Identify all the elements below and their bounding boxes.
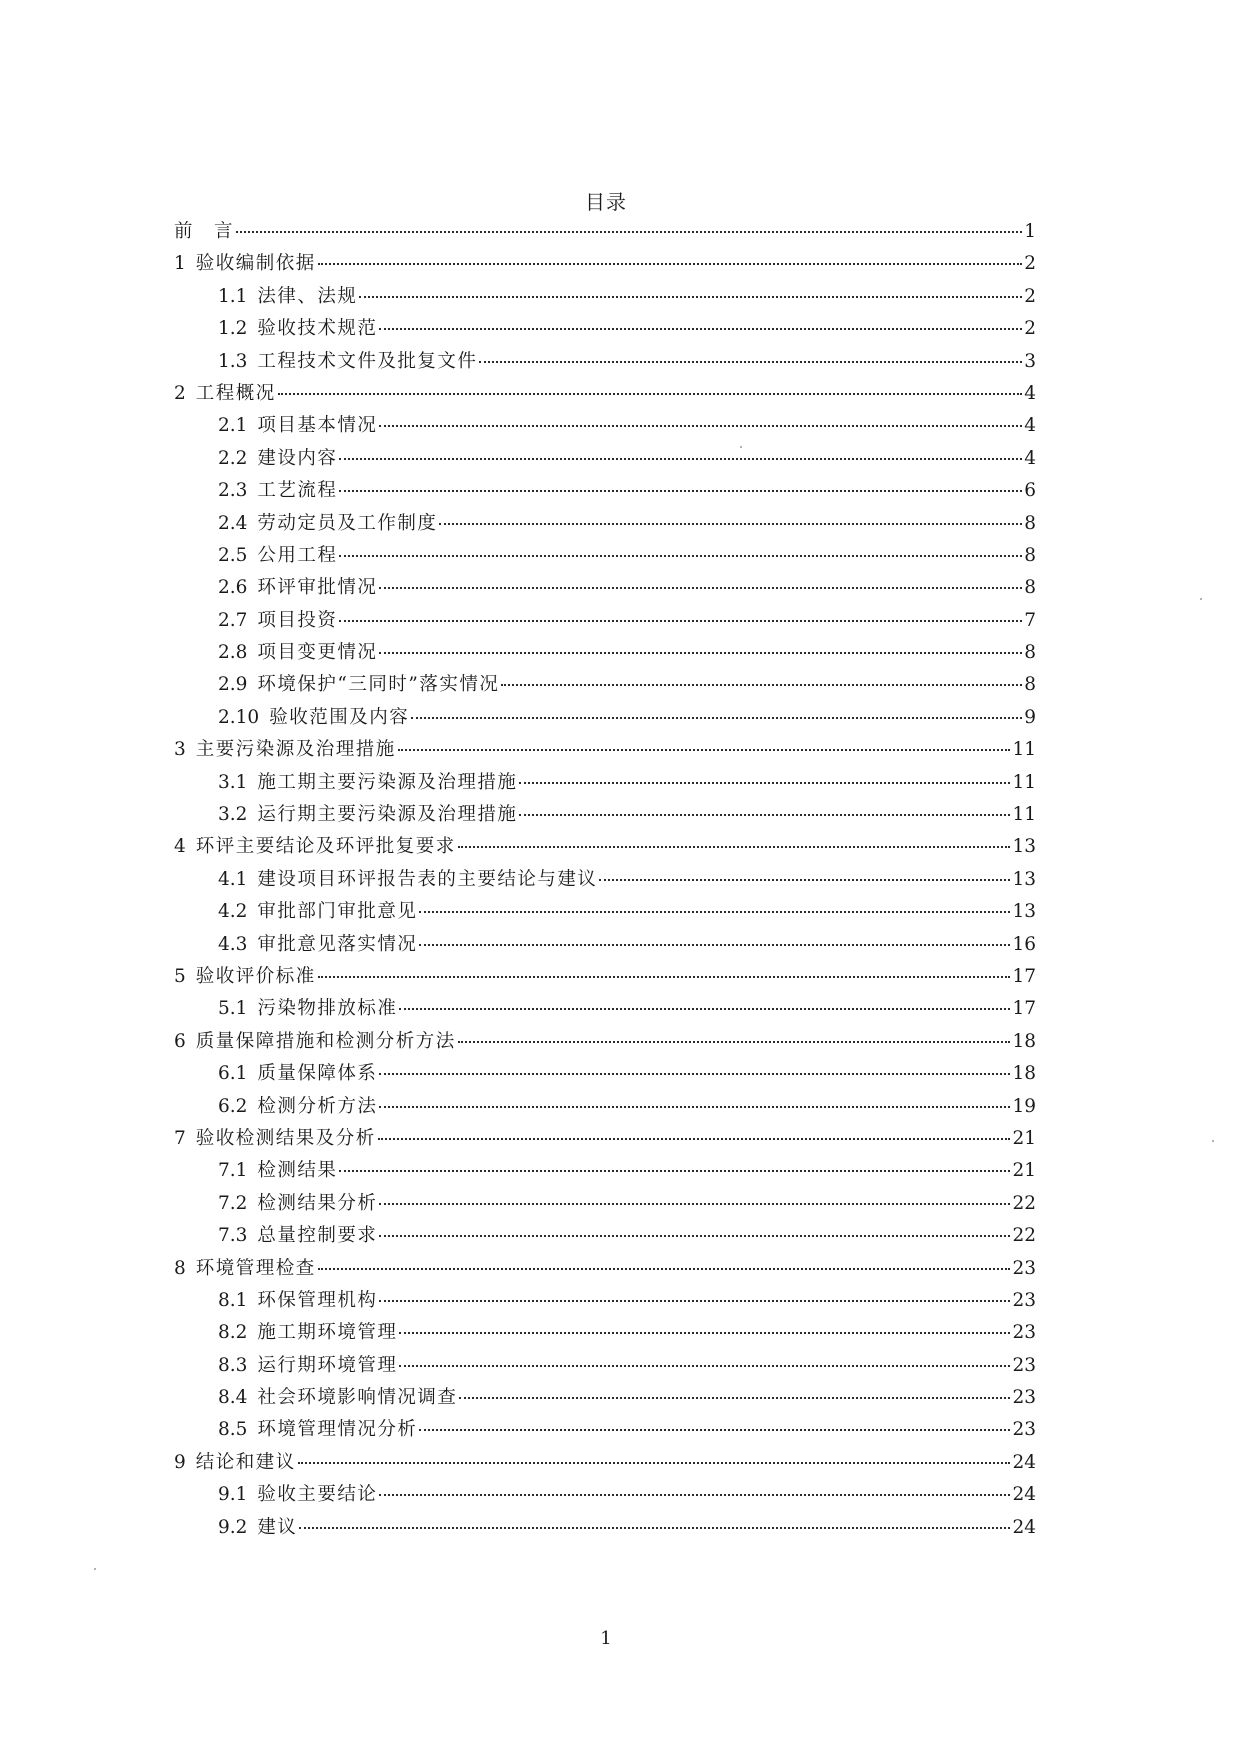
toc-subentry[interactable] (174, 1479, 1036, 1511)
page-number: 1 (600, 1628, 612, 1649)
toc-entry-label: 审批意见落实情况 (257, 933, 418, 955)
toc-entry[interactable] (174, 831, 1036, 863)
dot-leader (411, 716, 1022, 719)
dot-leader (458, 1040, 1011, 1043)
dot-leader (519, 781, 1010, 784)
toc-subentry[interactable] (174, 702, 1036, 734)
toc-subentry[interactable] (174, 281, 1036, 313)
toc-entry-number: 6.2 (218, 1095, 248, 1117)
toc-entry-number: 9.1 (218, 1484, 248, 1506)
toc-entry-number: 2.8 (218, 642, 248, 664)
dot-leader (339, 619, 1022, 622)
toc-entry-label: 结论和建议 (195, 1451, 296, 1473)
toc-entry-page: 23 (1012, 1289, 1036, 1311)
toc-subentry[interactable] (174, 993, 1036, 1025)
toc-entry-label: 建设项目环评报告表的主要结论与建议 (257, 868, 598, 890)
toc-entry[interactable] (174, 1026, 1036, 1058)
toc-entry-label: 检测结果 (257, 1160, 338, 1182)
dot-leader (419, 1428, 1010, 1431)
toc-entry-number: 8.1 (218, 1289, 248, 1311)
dot-leader (379, 586, 1022, 589)
toc-entry-number: 8.3 (218, 1354, 248, 1376)
toc-entry-number: 2.7 (218, 609, 248, 631)
dot-leader (339, 554, 1022, 557)
toc-subentry[interactable] (174, 1285, 1036, 1317)
toc-entry-number: 7 (174, 1127, 186, 1149)
toc-entry[interactable] (174, 216, 1036, 248)
toc-entry-page: 4 (1024, 382, 1036, 404)
toc-entry-label: 质量保障措施和检测分析方法 (195, 1030, 456, 1052)
toc-entry-label: 污染物排放标准 (257, 998, 398, 1020)
toc-entry-label: 劳动定员及工作制度 (257, 512, 438, 534)
dot-leader (398, 748, 1011, 751)
toc-entry-number: 6.1 (218, 1063, 248, 1085)
toc-entry[interactable] (174, 961, 1036, 993)
toc-entry-label: 施工期主要污染源及治理措施 (257, 771, 518, 793)
dot-leader (399, 1331, 1010, 1334)
toc-entry-number: 7.1 (218, 1160, 248, 1182)
toc-entry-number: 4.3 (218, 933, 248, 955)
toc-entry-label: 项目投资 (257, 609, 338, 631)
toc-entry-label: 审批部门审批意见 (257, 901, 418, 923)
toc-entry-page: 16 (1012, 933, 1036, 955)
toc-entry-number: 8.4 (218, 1387, 248, 1409)
toc-subentry[interactable] (174, 864, 1036, 896)
toc-entry-page: 21 (1012, 1160, 1036, 1182)
dot-leader (318, 975, 1011, 978)
toc-subentry[interactable] (174, 896, 1036, 928)
toc-entry-number: 7.2 (218, 1192, 248, 1214)
toc-entry-number: 1.2 (218, 318, 248, 340)
toc-entry-label: 环保管理机构 (257, 1289, 378, 1311)
toc-entry-label: 验收评价标准 (195, 965, 316, 987)
toc-subentry[interactable] (174, 929, 1036, 961)
toc-entry-number: 2.5 (218, 544, 248, 566)
toc-entry-number: 4 (174, 836, 186, 858)
toc-entry-number: 4.1 (218, 868, 248, 890)
dot-leader (339, 457, 1022, 460)
toc-entry-page: 23 (1012, 1387, 1036, 1409)
toc-entry-page: 3 (1024, 350, 1036, 372)
toc-entry-label: 工程技术文件及批复文件 (257, 350, 478, 372)
toc-entry[interactable] (174, 1253, 1036, 1285)
scan-speck (1212, 1140, 1214, 1142)
toc-entry-page: 8 (1024, 674, 1036, 696)
toc-entry-label: 建议 (257, 1516, 298, 1538)
toc-entry-number: 7.3 (218, 1225, 248, 1247)
dot-leader (599, 878, 1010, 881)
toc-entry-label: 运行期主要污染源及治理措施 (257, 804, 518, 826)
toc-entry-number: 2 (174, 382, 186, 404)
dot-leader (439, 522, 1022, 525)
toc-subentry[interactable] (174, 1382, 1036, 1414)
toc-entry-label: 施工期环境管理 (257, 1322, 398, 1344)
dot-leader (379, 1202, 1010, 1205)
toc-entry-label: 法律、法规 (257, 285, 358, 307)
toc-entry-page: 9 (1024, 706, 1036, 728)
toc-entry-label: 检测结果分析 (257, 1192, 378, 1214)
toc-entry-label: 工程概况 (195, 382, 276, 404)
dot-leader (419, 943, 1010, 946)
toc-subentry[interactable] (174, 572, 1036, 604)
toc-subentry[interactable] (174, 669, 1036, 701)
toc-entry-page: 19 (1012, 1095, 1036, 1117)
dot-leader (318, 1267, 1011, 1270)
dot-leader (379, 424, 1022, 427)
toc-entry-number: 3.2 (218, 804, 248, 826)
toc-entry-label: 验收技术规范 (257, 318, 378, 340)
dot-leader (339, 489, 1022, 492)
toc-subentry[interactable] (174, 508, 1036, 540)
toc-entry-label: 社会环境影响情况调查 (257, 1387, 458, 1409)
toc-entry-number: 2.10 (218, 706, 260, 728)
toc-entry-page: 8 (1024, 577, 1036, 599)
toc-entry-page: 18 (1012, 1030, 1036, 1052)
toc-entry-number: 8 (174, 1257, 186, 1279)
toc-subentry[interactable] (174, 1350, 1036, 1382)
toc-entry-label: 质量保障体系 (257, 1063, 378, 1085)
toc-subentry[interactable] (174, 1220, 1036, 1252)
dot-leader (359, 295, 1022, 298)
toc-entry-number: 1.3 (218, 350, 248, 372)
toc-subentry[interactable] (174, 443, 1036, 475)
toc-entry-page: 8 (1024, 642, 1036, 664)
toc-entry-page: 11 (1012, 739, 1036, 761)
toc-entry-label: 工艺流程 (257, 480, 338, 502)
toc-entry-label: 环评主要结论及环评批复要求 (195, 836, 456, 858)
toc-entry-page: 6 (1024, 480, 1036, 502)
dot-leader (399, 1007, 1010, 1010)
dot-leader (379, 651, 1022, 654)
toc-entry-label: 验收检测结果及分析 (195, 1127, 376, 1149)
toc-entry-number: 2.6 (218, 577, 248, 599)
toc-entry-number: 6 (174, 1030, 186, 1052)
toc-entry-page: 23 (1012, 1257, 1036, 1279)
toc-entry-page: 8 (1024, 512, 1036, 534)
toc-entry-number: 9 (174, 1451, 186, 1473)
toc-entry-page: 23 (1012, 1354, 1036, 1376)
toc-entry-page: 2 (1024, 285, 1036, 307)
toc-entry-page: 21 (1012, 1127, 1036, 1149)
toc-entry-number: 2.1 (218, 415, 248, 437)
toc-entry-page: 2 (1024, 318, 1036, 340)
toc-entry-label: 主要污染源及治理措施 (195, 739, 396, 761)
toc-entry[interactable] (174, 248, 1036, 280)
dot-leader (298, 1461, 1011, 1464)
toc-entry-label: 验收范围及内容 (269, 706, 410, 728)
dot-leader (501, 683, 1022, 686)
dot-leader (318, 262, 1022, 265)
toc-subentry[interactable] (174, 475, 1036, 507)
scan-speck (1200, 598, 1202, 600)
toc-entry-page: 24 (1012, 1451, 1036, 1473)
toc-entry-label: 公用工程 (257, 544, 338, 566)
toc-entry-page: 24 (1012, 1516, 1036, 1538)
scan-speck (94, 1568, 96, 1570)
toc-title: 目录 (585, 190, 627, 214)
toc-entry-label: 总量控制要求 (257, 1225, 378, 1247)
toc-entry-page: 11 (1012, 771, 1036, 793)
dot-leader (278, 392, 1022, 395)
toc-entry-page: 23 (1012, 1419, 1036, 1441)
toc-entry-page: 23 (1012, 1322, 1036, 1344)
toc-entry-page: 2 (1024, 253, 1036, 275)
toc-entry-page: 17 (1012, 998, 1036, 1020)
dot-leader (399, 1364, 1010, 1367)
dot-leader (519, 813, 1010, 816)
toc-entry-page: 1 (1024, 221, 1036, 242)
toc-subentry[interactable] (174, 1091, 1036, 1123)
toc-subentry[interactable] (174, 1317, 1036, 1349)
toc-entry-label: 项目基本情况 (257, 415, 378, 437)
toc-entry-page: 24 (1012, 1484, 1036, 1506)
toc-entry-number: 2.4 (218, 512, 248, 534)
toc-subentry[interactable] (174, 637, 1036, 669)
dot-leader (379, 1299, 1010, 1302)
dot-leader (236, 230, 1022, 233)
toc-entry-number: 2.3 (218, 480, 248, 502)
toc-entry-page: 13 (1012, 901, 1036, 923)
toc-entry-label: 环境管理情况分析 (257, 1419, 418, 1441)
toc-subentry[interactable] (174, 605, 1036, 637)
toc-entry-label: 检测分析方法 (257, 1095, 378, 1117)
toc-subentry[interactable] (174, 1188, 1036, 1220)
dot-leader (458, 845, 1011, 848)
toc-subentry[interactable] (174, 1414, 1036, 1446)
toc-entry-number: 9.2 (218, 1516, 248, 1538)
toc-entry-page: 22 (1012, 1225, 1036, 1247)
dot-leader (378, 1137, 1011, 1140)
toc-entry[interactable] (174, 378, 1036, 410)
toc-entry-label: 前 言 (174, 221, 235, 242)
toc-entry-page: 13 (1012, 836, 1036, 858)
table-of-contents (174, 216, 1036, 1544)
toc-subentry[interactable] (174, 313, 1036, 345)
toc-entry-label: 验收编制依据 (195, 253, 316, 275)
toc-entry-number: 5 (174, 965, 186, 987)
toc-entry-number: 3.1 (218, 771, 248, 793)
dot-leader (299, 1526, 1010, 1529)
dot-leader (479, 360, 1022, 363)
toc-subentry[interactable] (174, 1512, 1036, 1544)
dot-leader (379, 1105, 1010, 1108)
toc-entry-number: 3 (174, 739, 186, 761)
dot-leader (419, 910, 1010, 913)
toc-subentry[interactable] (174, 767, 1036, 799)
toc-entry-page: 13 (1012, 868, 1036, 890)
toc-entry-page: 8 (1024, 544, 1036, 566)
toc-subentry[interactable] (174, 1058, 1036, 1090)
toc-entry-page: 7 (1024, 609, 1036, 631)
scan-speck (740, 446, 742, 448)
toc-entry-label: 环评审批情况 (257, 577, 378, 599)
toc-entry-page: 18 (1012, 1063, 1036, 1085)
dot-leader (379, 1493, 1010, 1496)
dot-leader (459, 1396, 1010, 1399)
toc-entry-number: 5.1 (218, 998, 248, 1020)
dot-leader (379, 327, 1022, 330)
toc-entry[interactable] (174, 734, 1036, 766)
toc-entry-number: 8.5 (218, 1419, 248, 1441)
toc-entry-number: 2.9 (218, 674, 248, 696)
toc-entry-page: 4 (1024, 447, 1036, 469)
toc-entry-label: 运行期环境管理 (257, 1354, 398, 1376)
toc-subentry[interactable] (174, 346, 1036, 378)
toc-entry-page: 4 (1024, 415, 1036, 437)
toc-entry-label: 验收主要结论 (257, 1484, 378, 1506)
toc-entry-page: 22 (1012, 1192, 1036, 1214)
toc-entry-number: 4.2 (218, 901, 248, 923)
toc-entry-label: 环境保护“三同时”落实情况 (257, 674, 500, 696)
toc-entry[interactable] (174, 1123, 1036, 1155)
toc-entry-number: 1.1 (218, 285, 248, 307)
toc-subentry[interactable] (174, 799, 1036, 831)
toc-entry-label: 环境管理检查 (195, 1257, 316, 1279)
toc-subentry[interactable] (174, 540, 1036, 572)
toc-subentry[interactable] (174, 410, 1036, 442)
toc-entry[interactable] (174, 1447, 1036, 1479)
dot-leader (379, 1072, 1010, 1075)
toc-entry-page: 11 (1012, 804, 1036, 826)
toc-entry-page: 17 (1012, 965, 1036, 987)
dot-leader (379, 1234, 1010, 1237)
dot-leader (339, 1169, 1010, 1172)
toc-entry-number: 1 (174, 253, 186, 275)
toc-entry-number: 2.2 (218, 447, 248, 469)
toc-subentry[interactable] (174, 1155, 1036, 1187)
toc-entry-label: 项目变更情况 (257, 642, 378, 664)
toc-entry-number: 8.2 (218, 1322, 248, 1344)
toc-entry-label: 建设内容 (257, 447, 338, 469)
